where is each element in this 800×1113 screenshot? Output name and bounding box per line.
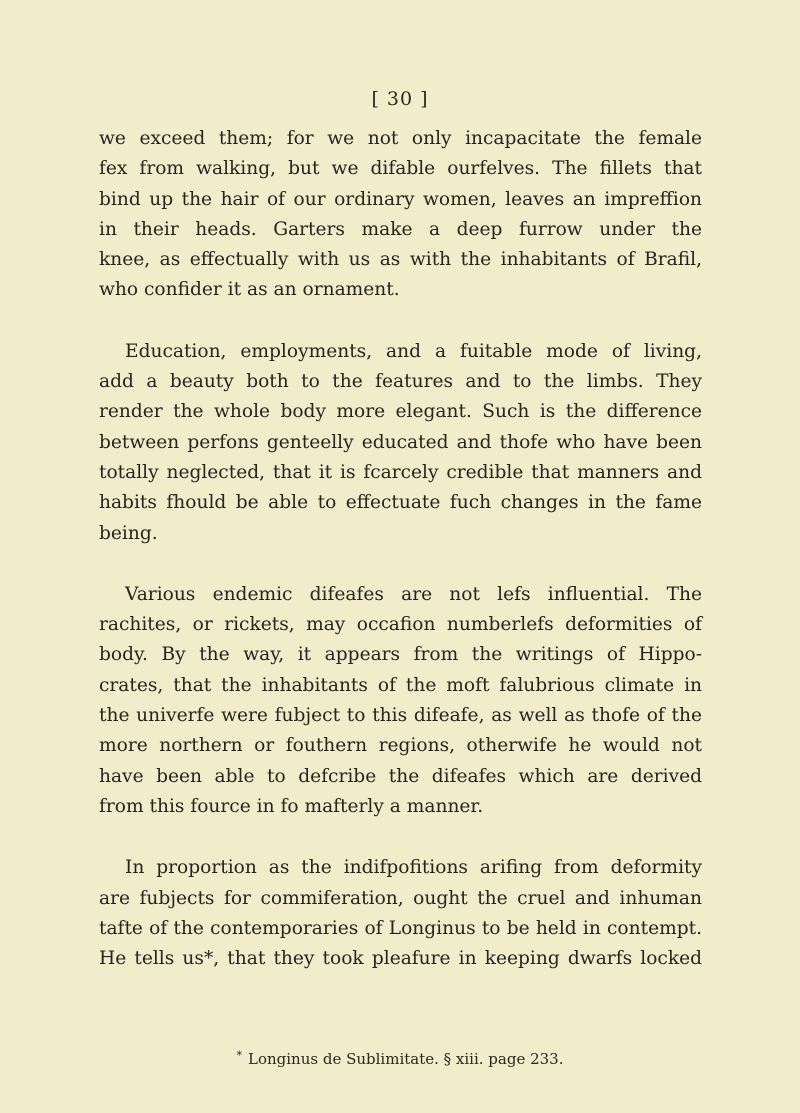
text-line: between perfons genteelly educated and thofe who have been: [99, 431, 702, 453]
text-line: crates, that the inhabitants of the moft falubrious climate in: [99, 674, 702, 696]
text-line: tafte of the contemporaries of Longinus to be held in contempt.: [99, 917, 702, 939]
body-text: [99, 124, 702, 974]
text-line: Various endemic difeafes are not lefs influential. The: [125, 583, 702, 605]
text-line: in their heads. Garters make a deep furrow under the: [99, 218, 702, 240]
text-line: have been able to defcribe the difeafes which are derived: [99, 765, 702, 787]
text-line: we exceed them; for we not only incapacitate the female: [99, 128, 702, 149]
paragraph-1: [99, 124, 702, 306]
text-line: render the whole body more elegant. Such is the difference: [99, 401, 702, 423]
text-line: add a beauty both to the features and to the limbs. They: [99, 371, 702, 393]
text-line: rachites, or rickets, may occafion numberlefs deformities of: [99, 614, 702, 636]
text-line: fex from walking, but we difable ourfelves. The fillets that: [99, 158, 702, 180]
text-line: Education, employments, and a fuitable mode of living,: [125, 340, 702, 362]
text-line: being.: [99, 522, 158, 544]
paragraph-4: [99, 853, 702, 974]
text-line: the univerfe were fubject to this difeafe, as well as thofe of the: [99, 705, 702, 727]
text-line: habits fhould be able to effectuate fuch changes in the fame: [99, 492, 702, 514]
text-line: totally neglected, that it is fcarcely credible that manners and: [99, 461, 702, 483]
text-line: more northern or fouthern regions, otherwife he would not: [99, 735, 702, 757]
footnote: [0, 1049, 800, 1068]
text-line: knee, as effectually with us as with the inhabitants of Brafil,: [99, 249, 702, 271]
footnote-text: Longinus de Sublimitate. § xiii. page 233.: [248, 1050, 564, 1068]
footnote-marker: *: [236, 1049, 242, 1062]
text-line: He tells us*, that they took pleafure in keeping dwarfs locked: [99, 948, 702, 970]
paragraph-2: [99, 337, 702, 549]
text-line: are fubjects for commiferation, ought the cruel and inhuman: [99, 887, 702, 909]
text-line: bind up the hair of our ordinary women, leaves an impreffion: [99, 188, 702, 210]
page-number: [ 30 ]: [371, 88, 429, 110]
text-line: who confider it as an ornament.: [99, 279, 400, 301]
text-line: body. By the way, it appears from the writings of Hippo-: [99, 644, 702, 666]
text-line: In proportion as the indifpofitions arifing from deformity: [125, 857, 702, 879]
text-line: from this fource in fo mafterly a manner.: [99, 795, 484, 817]
paragraph-3: [99, 580, 702, 822]
